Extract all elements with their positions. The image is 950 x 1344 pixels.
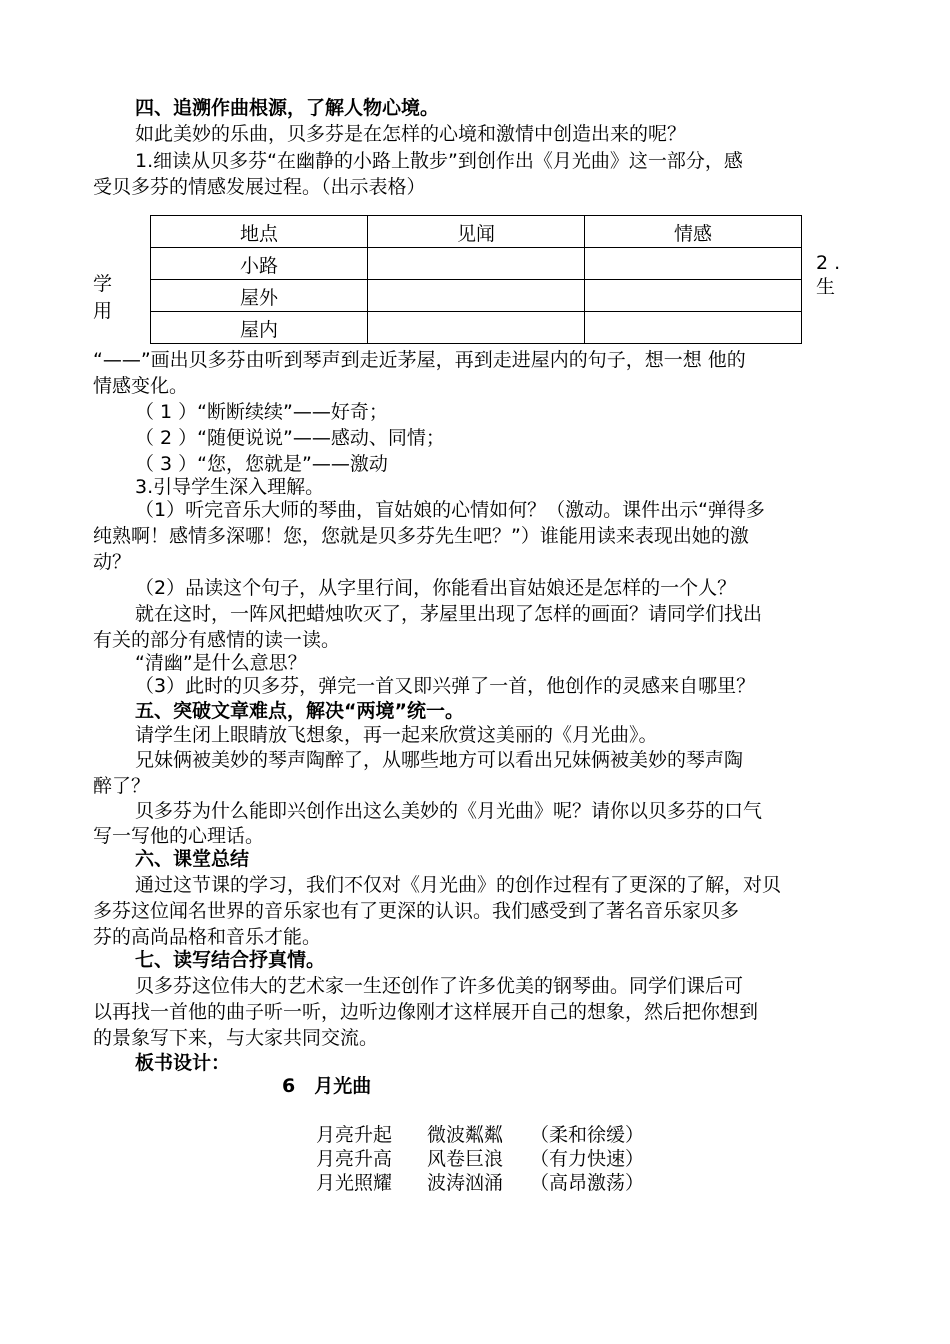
section4-intro: 如此美妙的乐曲，贝多芬是在怎样的心境和激情中创造出来的呢？ [135,123,687,145]
section5-paragraph2-line1: 兄妹俩被美妙的琴声陶醉了，从哪些地方可以看出兄妹俩被美妙的琴声陶 [135,749,744,771]
section5-paragraph1: 请学生闭上眼睛放飞想象，再一起来欣赏这美丽的《月光曲》。 [135,724,658,746]
table-header: 见闻 [368,216,585,248]
side-text-right-1: 2 . [816,252,841,274]
board-row-scene: 微波粼粼 [427,1124,504,1146]
table-cell [585,312,802,344]
section6-paragraph-line1: 通过这节课的学习，我们不仅对《月光曲》的创作过程有了更深的了解，对贝 [135,874,782,896]
table-header: 地点 [151,216,368,248]
section6-paragraph-line2: 多芬这位闻名世界的音乐家也有了更深的认识。我们感受到了著名音乐家贝多 [93,900,740,922]
step1-line1: 1.细读从贝多芬“在幽静的小路上散步”到创作出《月光曲》这一部分，感 [135,150,743,172]
section5-paragraph3-line1: 贝多芬为什么能即兴创作出这么美妙的《月光曲》呢？请你以贝多芬的口气 [135,800,763,822]
board-row-scene: 波涛汹涌 [427,1172,504,1194]
side-text-right-2: 生 [816,276,836,298]
table-cell [368,248,585,280]
question3: （3）此时的贝多芬，弹完一首又即兴弹了一首，他创作的灵感来自哪里？ [135,675,756,697]
wind-paragraph-line1: 就在这时，一阵风把蜡烛吹灭了，茅屋里出现了怎样的画面？请同学们找出 [135,603,763,625]
section6-heading: 六、课堂总结 [135,848,250,870]
feelings-table [150,215,802,344]
board-title: 6 月光曲 [282,1075,372,1097]
table-row [151,248,802,280]
table-cell: 屋内 [151,312,368,344]
qingyou-question: “清幽”是什么意思？ [135,652,307,674]
step2-line1: “——”画出贝多芬由听到琴声到走近茅屋，再到走进屋内的句子，想一想 他的 [93,349,746,371]
section7-paragraph-line2: 以再找一首他的曲子听一听，边听边像刚才这样展开自己的想象，然后把你想到 [93,1001,759,1023]
section6-paragraph-line3: 芬的高尚品格和音乐才能。 [93,926,322,948]
board-row-subject: 月亮升高 [316,1148,393,1170]
table-cell [368,280,585,312]
question1-line1: （1）听完音乐大师的琴曲，盲姑娘的心情如何？（激动。课件出示“弹得多 [135,499,765,521]
table-header-row [151,216,802,248]
table-cell [368,312,585,344]
question1-line3: 动？ [93,551,132,573]
list-item: （ 3 ）“您，您就是”——激动 [135,453,388,475]
section7-paragraph-line3: 的景象写下来，与大家共同交流。 [93,1027,379,1049]
step2-line2: 情感变化。 [93,375,189,397]
table-cell [585,248,802,280]
section7-heading: 七、读写结合抒真情。 [135,949,326,971]
section5-paragraph3-line2: 写一写他的心理话。 [93,825,265,847]
board-row-mood: （有力快速） [530,1148,645,1170]
wind-paragraph-line2: 有关的部分有感情的读一读。 [93,629,341,651]
step1-line2: 受贝多芬的情感发展过程。（出示表格） [93,176,426,198]
table-header: 情感 [585,216,802,248]
section5-paragraph2-line2: 醉了？ [93,775,151,797]
list-item: （ 2 ）“随便说说”——感动、同情； [135,427,445,449]
table-row [151,280,802,312]
side-text-left-2: 用 [93,300,113,322]
question1-line2: 纯熟啊！感情多深哪！您，您就是贝多芬先生吧？”）谁能用读来表现出她的激 [93,525,749,547]
side-text-left-1: 学 [93,273,113,295]
step3: 3.引导学生深入理解。 [135,476,325,498]
table-cell [585,280,802,312]
board-row-mood: （柔和徐缓） [530,1124,645,1146]
table-cell: 小路 [151,248,368,280]
table-cell: 屋外 [151,280,368,312]
section4-heading: 四、追溯作曲根源，了解人物心境。 [135,97,440,119]
section7-paragraph-line1: 贝多芬这位伟大的艺术家一生还创作了许多优美的钢琴曲。同学们课后可 [135,975,744,997]
board-row-subject: 月光照耀 [316,1172,393,1194]
board-label: 板书设计： [135,1052,231,1074]
section5-heading: 五、突破文章难点，解决“两境”统一。 [135,700,464,722]
board-row-subject: 月亮升起 [316,1124,393,1146]
table-row [151,312,802,344]
board-row-scene: 风卷巨浪 [427,1148,504,1170]
board-row-mood: （高昂激荡） [530,1172,645,1194]
list-item: （ 1 ）“断断续续”——好奇； [135,401,388,423]
question2: （2）品读这个句子，从字里行间，你能看出盲姑娘还是怎样的一个人？ [135,577,737,599]
